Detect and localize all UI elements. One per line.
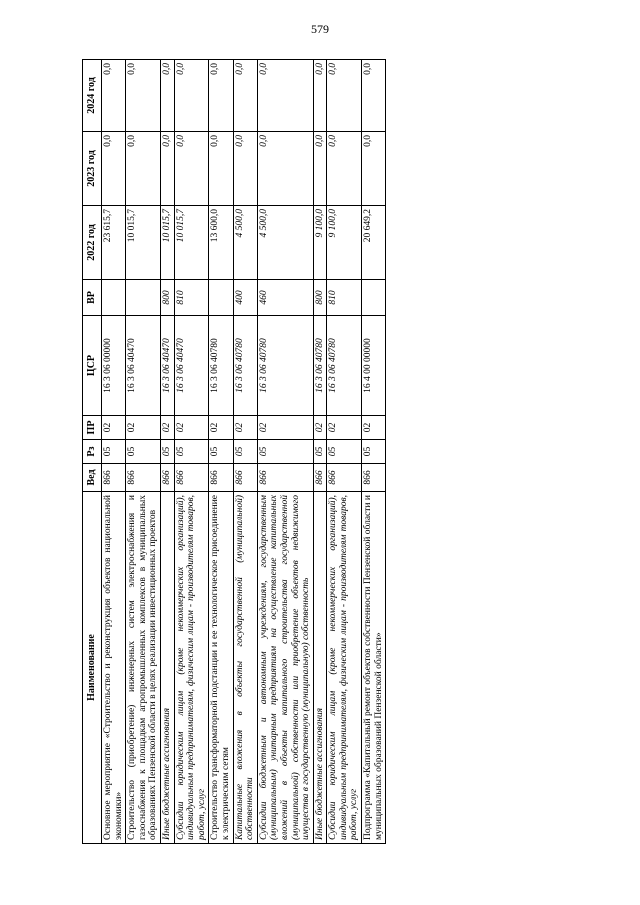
cell-vr: 460 bbox=[257, 280, 313, 316]
cell-name: Капитальные вложения в объекты государственной (муниципальной) собственности bbox=[233, 492, 257, 844]
cell-2023: 0,0 bbox=[362, 132, 386, 206]
cell-ved: 866 bbox=[102, 464, 126, 492]
cell-name: Подпрограмма «Капитальный ремонт объектов собственности Пензенской области и муниципальных образований Пензенской области» bbox=[362, 492, 386, 844]
cell-2024: 0,0 bbox=[362, 60, 386, 132]
cell-pr: 02 bbox=[257, 416, 313, 440]
cell-rz: 05 bbox=[362, 440, 386, 464]
cell-ved: 866 bbox=[126, 464, 161, 492]
cell-pr: 02 bbox=[126, 416, 161, 440]
cell-ved: 866 bbox=[233, 464, 257, 492]
cell-vr: 800 bbox=[313, 280, 327, 316]
cell-vr: 800 bbox=[160, 280, 174, 316]
header-csr: ЦСР bbox=[83, 316, 102, 416]
cell-ved: 866 bbox=[313, 464, 327, 492]
header-2023: 2023 год bbox=[83, 132, 102, 206]
cell-ved: 866 bbox=[174, 464, 209, 492]
cell-2023: 0,0 bbox=[174, 132, 209, 206]
cell-pr: 02 bbox=[209, 416, 233, 440]
cell-name: Субсидии юридическим лицам (кроме некоммерческих организаций), индивидуальным предпринимателям, физическим лицам - производителям товаров, работ, услуг bbox=[174, 492, 209, 844]
header-2024: 2024 год bbox=[83, 60, 102, 132]
cell-csr: 16 3 06 40780 bbox=[257, 316, 313, 416]
cell-2023: 0,0 bbox=[233, 132, 257, 206]
cell-2024: 0,0 bbox=[313, 60, 327, 132]
cell-csr: 16 3 06 40780 bbox=[327, 316, 362, 416]
cell-vr bbox=[102, 280, 126, 316]
header-pr: ПР bbox=[83, 416, 102, 440]
rotated-table-container bbox=[82, 60, 572, 844]
cell-2022: 10 015,7 bbox=[160, 206, 174, 280]
cell-2022: 20 649,2 bbox=[362, 206, 386, 280]
table-header-row bbox=[83, 60, 102, 844]
header-rz: Рз bbox=[83, 440, 102, 464]
cell-2022: 10 015,7 bbox=[174, 206, 209, 280]
cell-ved: 866 bbox=[160, 464, 174, 492]
cell-2022: 10 015,7 bbox=[126, 206, 161, 280]
cell-rz: 05 bbox=[233, 440, 257, 464]
cell-rz: 05 bbox=[209, 440, 233, 464]
cell-2024: 0,0 bbox=[102, 60, 126, 132]
cell-2022: 9 100,0 bbox=[313, 206, 327, 280]
cell-2024: 0,0 bbox=[160, 60, 174, 132]
budget-table bbox=[82, 59, 386, 844]
table-row bbox=[257, 60, 313, 844]
cell-csr: 16 3 06 40470 bbox=[126, 316, 161, 416]
cell-2024: 0,0 bbox=[174, 60, 209, 132]
cell-pr: 02 bbox=[327, 416, 362, 440]
cell-ved: 866 bbox=[209, 464, 233, 492]
table-row bbox=[233, 60, 257, 844]
cell-name: Строительство (приобретение) инженерных систем электроснабжения и газоснабжения к площадкам агропромышленных комплексов в муниципальных образованиях Пензенской области в целях реализации инвестиционных проектов bbox=[126, 492, 161, 844]
table-row bbox=[362, 60, 386, 844]
cell-2022: 13 600,0 bbox=[209, 206, 233, 280]
cell-2023: 0,0 bbox=[160, 132, 174, 206]
cell-csr: 16 3 06 40780 bbox=[313, 316, 327, 416]
cell-2024: 0,0 bbox=[327, 60, 362, 132]
cell-ved: 866 bbox=[362, 464, 386, 492]
cell-ved: 866 bbox=[327, 464, 362, 492]
table-row bbox=[327, 60, 362, 844]
cell-vr bbox=[362, 280, 386, 316]
cell-name: Основное мероприятие «Строительство и реконструкция объектов национальной экономики» bbox=[102, 492, 126, 844]
cell-csr: 16 3 06 40780 bbox=[233, 316, 257, 416]
cell-vr bbox=[209, 280, 233, 316]
cell-2023: 0,0 bbox=[327, 132, 362, 206]
cell-2023: 0,0 bbox=[102, 132, 126, 206]
cell-pr: 02 bbox=[313, 416, 327, 440]
table-body bbox=[102, 60, 386, 844]
header-ved: Вед bbox=[83, 464, 102, 492]
cell-rz: 05 bbox=[257, 440, 313, 464]
cell-pr: 02 bbox=[102, 416, 126, 440]
cell-2023: 0,0 bbox=[209, 132, 233, 206]
cell-rz: 05 bbox=[313, 440, 327, 464]
table-row bbox=[160, 60, 174, 844]
cell-pr: 02 bbox=[233, 416, 257, 440]
table-row bbox=[126, 60, 161, 844]
cell-csr: 16 3 06 40470 bbox=[174, 316, 209, 416]
cell-2024: 0,0 bbox=[233, 60, 257, 132]
header-2022: 2022 год bbox=[83, 206, 102, 280]
cell-2024: 0,0 bbox=[126, 60, 161, 132]
cell-name: Субсидии бюджетным и автономным учреждениям, государственным (муниципальным) унитарным предприятиям на осуществление капитальных вложений в объекты капитального строительства государственной (муниципальной) собственности или приобретение объектов недвижимого имущества в государственную (муниципальную) собственность bbox=[257, 492, 313, 844]
cell-2022: 4 500,0 bbox=[257, 206, 313, 280]
cell-ved: 866 bbox=[257, 464, 313, 492]
table-row bbox=[313, 60, 327, 844]
cell-rz: 05 bbox=[102, 440, 126, 464]
cell-name: Иные бюджетные ассигнования bbox=[160, 492, 174, 844]
cell-csr: 16 3 06 00000 bbox=[102, 316, 126, 416]
header-name: Наименование bbox=[83, 492, 102, 844]
cell-rz: 05 bbox=[327, 440, 362, 464]
cell-2022: 23 615,7 bbox=[102, 206, 126, 280]
cell-name: Субсидии юридическим лицам (кроме некоммерческих организаций), индивидуальным предпринимателям, физическим лицам - производителям товаров, работ, услуг bbox=[327, 492, 362, 844]
cell-pr: 02 bbox=[362, 416, 386, 440]
page-number: 579 bbox=[311, 22, 329, 36]
cell-2023: 0,0 bbox=[257, 132, 313, 206]
cell-2022: 9 100,0 bbox=[327, 206, 362, 280]
table-row bbox=[209, 60, 233, 844]
cell-vr: 810 bbox=[327, 280, 362, 316]
cell-2023: 0,0 bbox=[126, 132, 161, 206]
cell-csr: 16 3 06 40470 bbox=[160, 316, 174, 416]
cell-rz: 05 bbox=[174, 440, 209, 464]
cell-2022: 4 500,0 bbox=[233, 206, 257, 280]
cell-vr: 400 bbox=[233, 280, 257, 316]
cell-name: Строительство трансформаторной подстанции и ее технологическое присоединение к электрическим сетям bbox=[209, 492, 233, 844]
cell-csr: 16 4 00 00000 bbox=[362, 316, 386, 416]
cell-rz: 05 bbox=[160, 440, 174, 464]
cell-2024: 0,0 bbox=[257, 60, 313, 132]
cell-name: Иные бюджетные ассигнования bbox=[313, 492, 327, 844]
cell-pr: 02 bbox=[174, 416, 209, 440]
cell-vr bbox=[126, 280, 161, 316]
cell-pr: 02 bbox=[160, 416, 174, 440]
cell-vr: 810 bbox=[174, 280, 209, 316]
table-row bbox=[102, 60, 126, 844]
cell-2023: 0,0 bbox=[313, 132, 327, 206]
cell-2024: 0,0 bbox=[209, 60, 233, 132]
cell-rz: 05 bbox=[126, 440, 161, 464]
cell-csr: 16 3 06 40780 bbox=[209, 316, 233, 416]
table-row bbox=[174, 60, 209, 844]
header-vr: ВР bbox=[83, 280, 102, 316]
